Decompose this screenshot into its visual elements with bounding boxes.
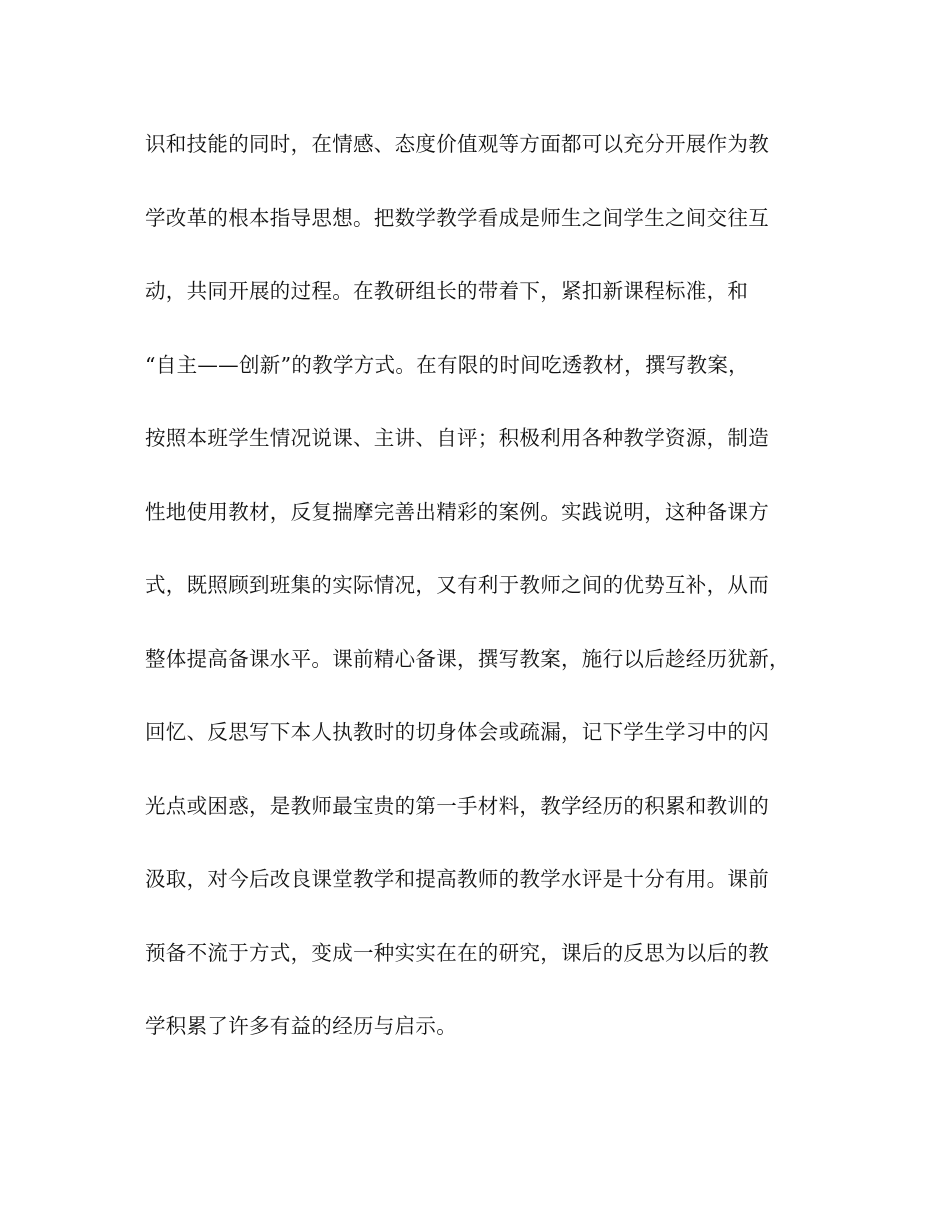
paragraph-line: 性地使用教材，反复揣摩完善出精彩的案例。实践说明，这种备课方 (145, 499, 769, 524)
paragraph-line: 识和技能的同时，在情感、态度价值观等方面都可以充分开展作为教 (145, 132, 769, 156)
paragraph-line: 式，既照顾到班集的实际情况，又有利于教师之间的优势互补，从而 (145, 573, 769, 597)
paragraph-line: 光点或困惑，是教师最宝贵的第一手材料，教学经历的积累和教训的 (145, 793, 769, 818)
paragraph-line: 学改革的根本指导思想。把数学教学看成是师生之间学生之间交往互 (145, 205, 769, 230)
body-paragraph (145, 125, 815, 1081)
paragraph-line: 按照本班学生情况说课、主讲、自评；积极利用各种教学资源，制造 (145, 426, 769, 450)
paragraph-line: 汲取，对今后改良课堂教学和提高教师的教学水评是十分有用。课前 (145, 867, 769, 891)
paragraph-line: 预备不流于方式，变成一种实实在在的研究，课后的反思为以后的教 (145, 940, 769, 965)
paragraph-line: 学积累了许多有益的经历与启示。 (145, 1014, 457, 1038)
paragraph-line: 回忆、反思写下本人执教时的切身体会或疏漏，记下学生学习中的闪 (145, 720, 769, 744)
paragraph-line: 整体提高备课水平。课前精心备课，撰写教案，施行以后趁经历犹新， (145, 646, 790, 671)
paragraph-line: 动，共同开展的过程。在教研组长的带着下，紧扣新课程标准，和 (145, 279, 749, 303)
paragraph-line: “自主——创新”的教学方式。在有限的时间吃透教材，撰写教案， (145, 352, 749, 377)
